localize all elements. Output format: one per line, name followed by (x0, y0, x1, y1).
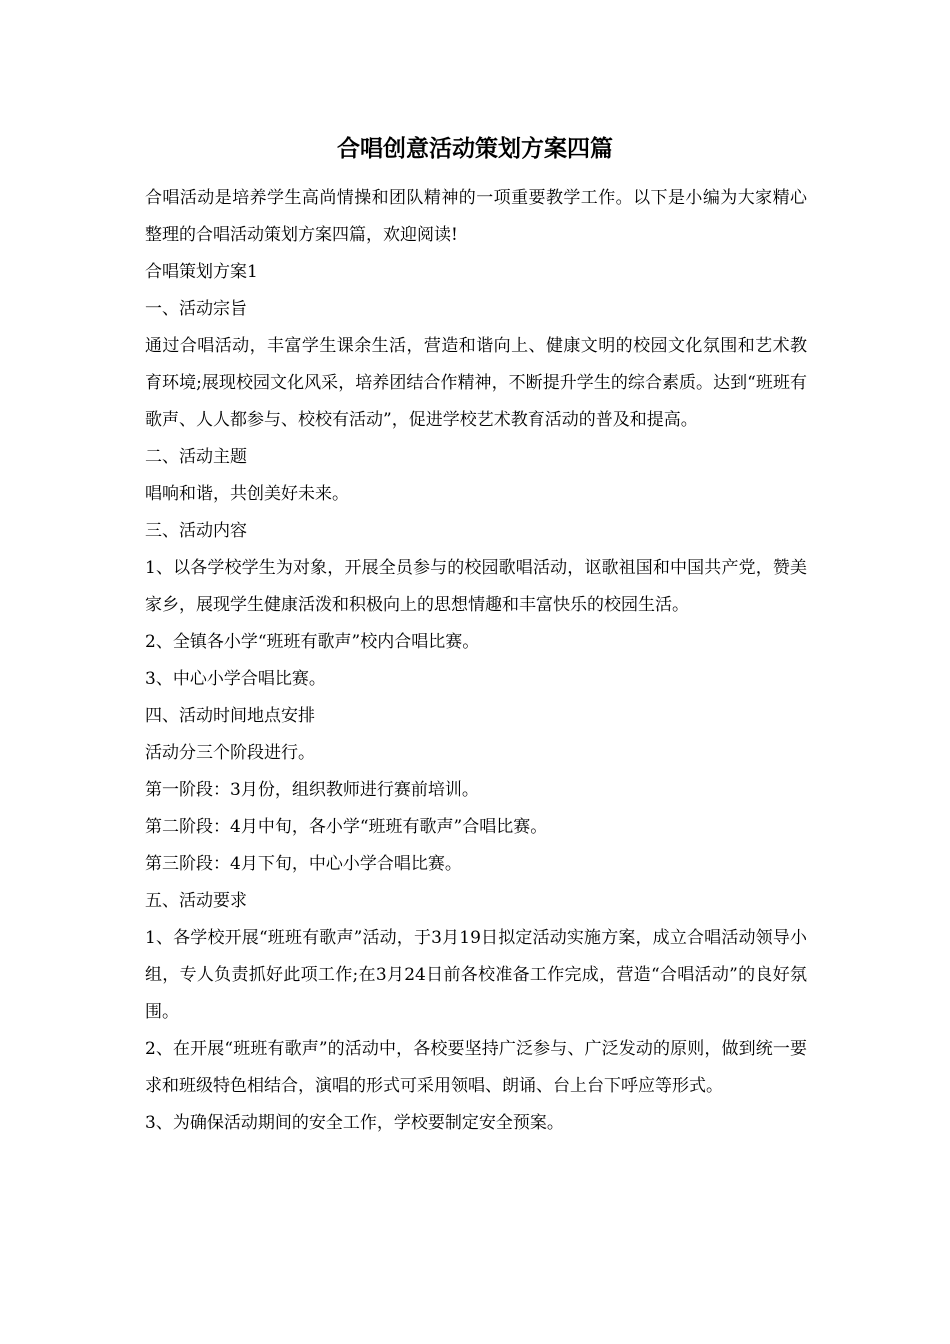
document-body (145, 180, 807, 1142)
requirement-item-1: 1、各学校开展“班班有歌声”活动，于3月19日拟定活动实施方案，成立合唱活动领导小组，专人负责抓好此项工作;在3月24日前各校准备工作完成，营造“合唱活动”的良好氛围。 (145, 928, 807, 1022)
content-item-2: 2、全镇各小学“班班有歌声”校内合唱比赛。 (145, 632, 480, 652)
section-heading-schedule: 四、活动时间地点安排 (145, 706, 315, 726)
theme-paragraph: 唱响和谐，共创美好未来。 (145, 484, 349, 504)
content-item-1: 1、以各学校学生为对象，开展全员参与的校园歌唱活动，讴歌祖国和中国共产党，赞美家乡，展现学生健康活泼和积极向上的思想情趣和丰富快乐的校园生活。 (145, 558, 807, 615)
section-heading-requirements: 五、活动要求 (145, 891, 247, 911)
intro-paragraph: 合唱活动是培养学生高尚情操和团队精神的一项重要教学工作。以下是小编为大家精心整理的合唱活动策划方案四篇，欢迎阅读! (145, 188, 807, 245)
section-heading-purpose: 一、活动宗旨 (145, 299, 247, 319)
schedule-stage-1: 第一阶段：3月份，组织教师进行赛前培训。 (145, 780, 479, 800)
requirement-item-3: 3、为确保活动期间的安全工作，学校要制定安全预案。 (145, 1113, 564, 1133)
document-title: 合唱创意活动策划方案四篇 (337, 136, 613, 162)
requirement-item-2: 2、在开展“班班有歌声”的活动中，各校要坚持广泛参与、广泛发动的原则，做到统一要求和班级特色相结合，演唱的形式可采用领唱、朗诵、台上台下呼应等形式。 (145, 1039, 807, 1096)
schedule-intro: 活动分三个阶段进行。 (145, 743, 315, 763)
section-heading-theme: 二、活动主题 (145, 447, 247, 467)
section-heading-content: 三、活动内容 (145, 521, 247, 541)
schedule-stage-2: 第二阶段：4月中旬，各小学“班班有歌声”合唱比赛。 (145, 817, 548, 837)
schedule-stage-3: 第三阶段：4月下旬，中心小学合唱比赛。 (145, 854, 462, 874)
plan-heading: 合唱策划方案1 (145, 262, 258, 282)
content-item-3: 3、中心小学合唱比赛。 (145, 669, 326, 689)
purpose-paragraph: 通过合唱活动，丰富学生课余生活，营造和谐向上、健康文明的校园文化氛围和艺术教育环境;展现校园文化风采，培养团结合作精神，不断提升学生的综合素质。达到“班班有歌声、人人都参与、校校有活动”，促进学校艺术教育活动的普及和提高。 (145, 336, 807, 430)
